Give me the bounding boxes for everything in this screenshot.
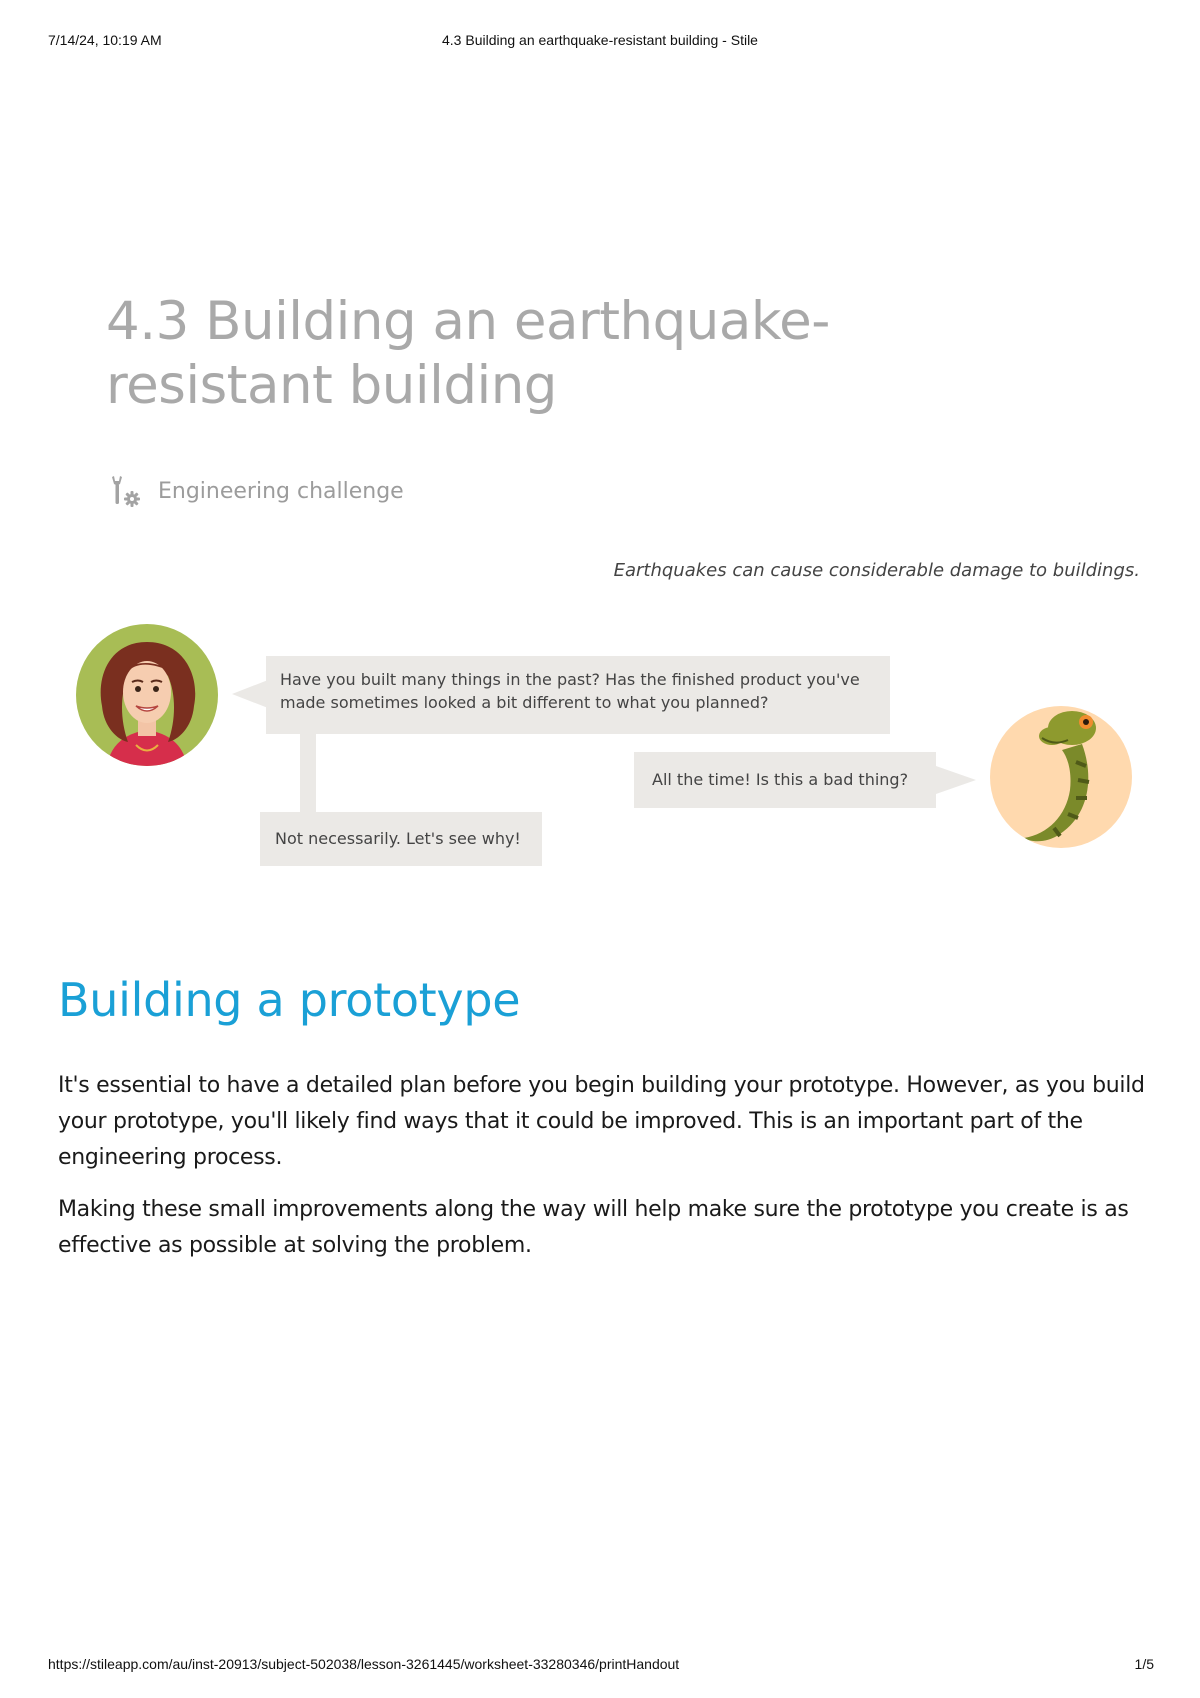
page-number: 1/5	[1134, 1656, 1154, 1672]
image-caption: Earthquakes can cause considerable damage to buildings.	[613, 560, 1140, 581]
lesson-type-label: Engineering challenge	[158, 478, 404, 504]
print-header	[0, 32, 1200, 50]
speech-bubble-teacher-question: Have you built many things in the past? Has the finished product you've made sometimes looked a bit different to what you planned?	[266, 656, 890, 734]
body-paragraph: Making these small improvements along the way will help make sure the prototype you create is as effective as possible at solving the problem.	[58, 1197, 1129, 1258]
bubble-tail	[936, 766, 976, 794]
speech-bubble-student-reply: All the time! Is this a bad thing?	[634, 752, 936, 808]
body-paragraph: It's essential to have a detailed plan before you begin building your prototype. However, as you build your prototype, you'll likely find ways that it could be improved. This is an important part of the engineering process.	[58, 1073, 1145, 1170]
print-footer	[0, 1656, 1200, 1674]
print-datetime: 7/14/24, 10:19 AM	[48, 32, 162, 48]
print-page-title: 4.3 Building an earthquake-resistant building - Stile	[442, 32, 758, 48]
lesson-title: 4.3 Building an earthquake-resistant building	[106, 291, 830, 416]
bubble-connector	[300, 734, 316, 812]
tools-gear-icon	[108, 474, 142, 508]
dinosaur-avatar	[990, 706, 1132, 848]
bubble-tail	[232, 680, 268, 708]
teacher-avatar	[76, 624, 218, 766]
speech-bubble-teacher-answer: Not necessarily. Let's see why!	[260, 812, 542, 866]
section-heading: Building a prototype	[58, 973, 521, 1027]
lesson-type	[108, 474, 404, 508]
print-url: https://stileapp.com/au/inst-20913/subject-502038/lesson-3261445/worksheet-33280346/printHandout	[48, 1656, 680, 1672]
